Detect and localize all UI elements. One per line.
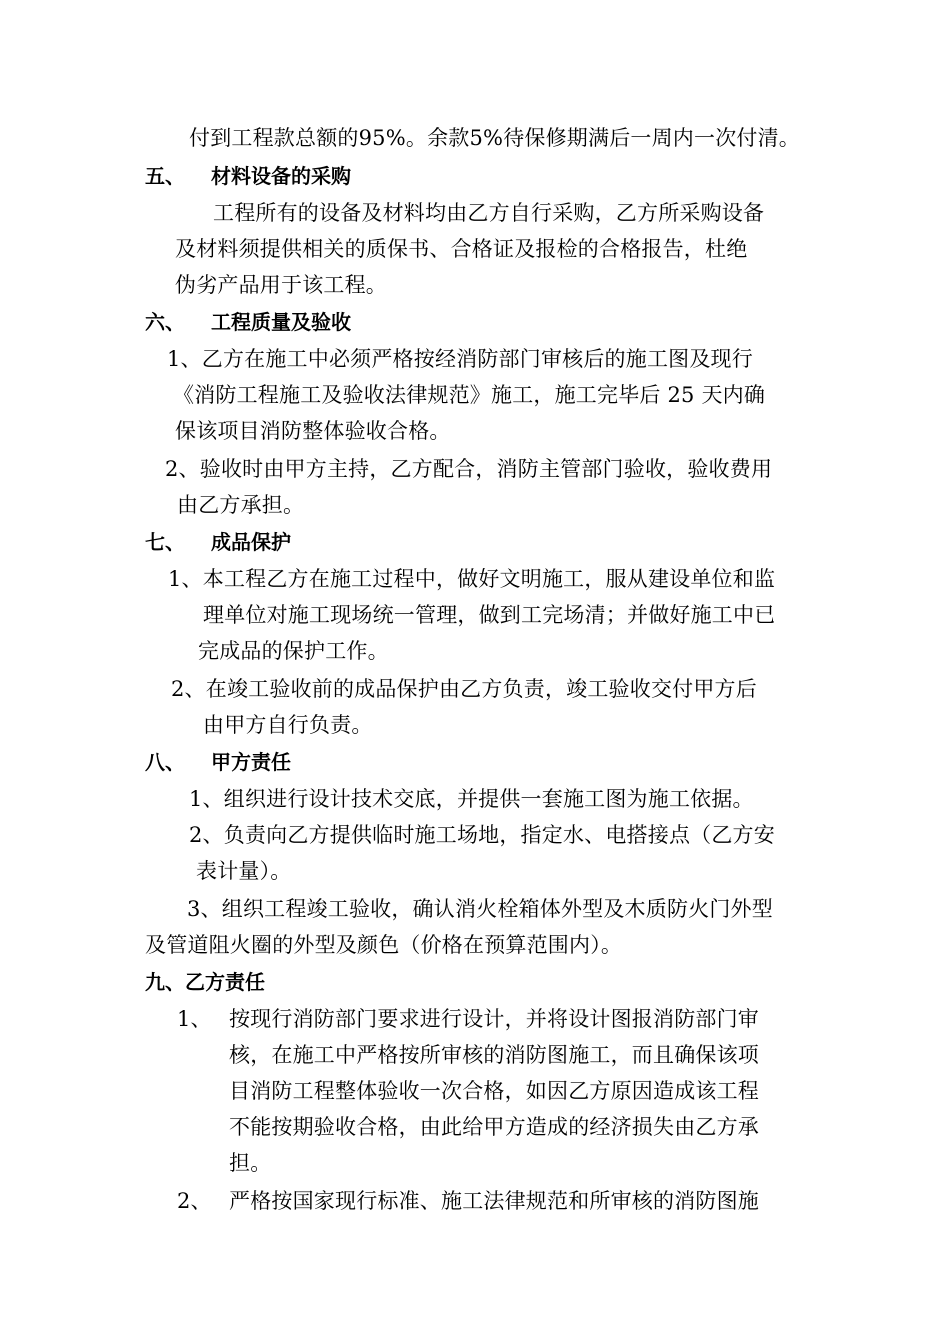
list-item-line: 理单位对施工现场统一管理，做到工完场清；并做好施工中已: [203, 603, 776, 627]
section-heading-7: [145, 529, 291, 555]
list-item-line: 2、在竣工验收前的成品保护由乙方负责，竣工验收交付甲方后: [171, 677, 757, 701]
list-item-line: 1、组织进行设计技术交底，并提供一套施工图为施工依据。: [189, 787, 754, 811]
list-item-line: 由乙方承担。: [177, 493, 305, 517]
section-title: 工程质量及验收: [211, 310, 351, 334]
paragraph-line: 付到工程款总额的95%。余款5%待保修期满后一周内一次付清。: [189, 126, 800, 150]
section-number: 六、: [145, 310, 185, 334]
list-item-line: 严格按国家现行标准、施工法律规范和所审核的消防图施: [229, 1189, 759, 1213]
list-item-line: 1、本工程乙方在施工过程中，做好文明施工，服从建设单位和监: [168, 567, 776, 591]
list-item-line: 担。: [229, 1151, 272, 1175]
list-item-number: 2、: [177, 1189, 212, 1213]
list-item-line: 2、验收时由甲方主持，乙方配合，消防主管部门验收，验收费用: [165, 457, 773, 481]
section-title: 材料设备的采购: [211, 164, 351, 188]
paragraph-line: 及材料须提供相关的质保书、合格证及报检的合格报告，杜绝: [175, 237, 748, 261]
list-item-line: 表计量）。: [196, 859, 292, 883]
section-heading-8: [145, 749, 291, 775]
list-item-line: 由甲方自行负责。: [203, 713, 373, 737]
list-item-line: 保该项目消防整体验收合格。: [175, 419, 451, 443]
section-title: 成品保护: [211, 530, 291, 554]
section-number: 七、: [145, 530, 185, 554]
paragraph-line: 工程所有的设备及材料均由乙方自行采购，乙方所采购设备: [213, 201, 765, 225]
paragraph-line: 伪劣产品用于该工程。: [175, 273, 387, 297]
section-number: 八、: [145, 750, 185, 774]
list-item-line: 1、乙方在施工中必须严格按经消防部门审核后的施工图及现行: [167, 347, 753, 371]
section-heading-5: [145, 163, 351, 189]
section-heading-9: 九、乙方责任: [145, 970, 265, 994]
list-item-line: 3、组织工程竣工验收，确认消火栓箱体外型及木质防火门外型: [187, 897, 773, 921]
list-item-line: 不能按期验收合格，由此给甲方造成的经济损失由乙方承: [229, 1115, 759, 1139]
list-item-number: 1、: [177, 1007, 212, 1031]
list-item-line: 2、负责向乙方提供临时施工场地，指定水、电搭接点（乙方安: [189, 823, 775, 847]
section-title: 甲方责任: [211, 750, 291, 774]
list-item-line: 核，在施工中严格按所审核的消防图施工，而且确保该项: [229, 1043, 759, 1067]
list-item-line: 目消防工程整体验收一次合格，如因乙方原因造成该工程: [229, 1079, 759, 1103]
section-number: 五、: [145, 164, 185, 188]
list-item-line: 及管道阻火圈的外型及颜色（价格在预算范围内）。: [145, 933, 623, 957]
list-item-line: 按现行消防部门要求进行设计，并将设计图报消防部门审: [229, 1007, 759, 1031]
section-heading-6: [145, 309, 351, 335]
list-item-line: 完成品的保护工作。: [198, 639, 389, 663]
list-item-line: 《消防工程施工及验收法律规范》施工，施工完毕后 25 天内确: [173, 383, 766, 407]
